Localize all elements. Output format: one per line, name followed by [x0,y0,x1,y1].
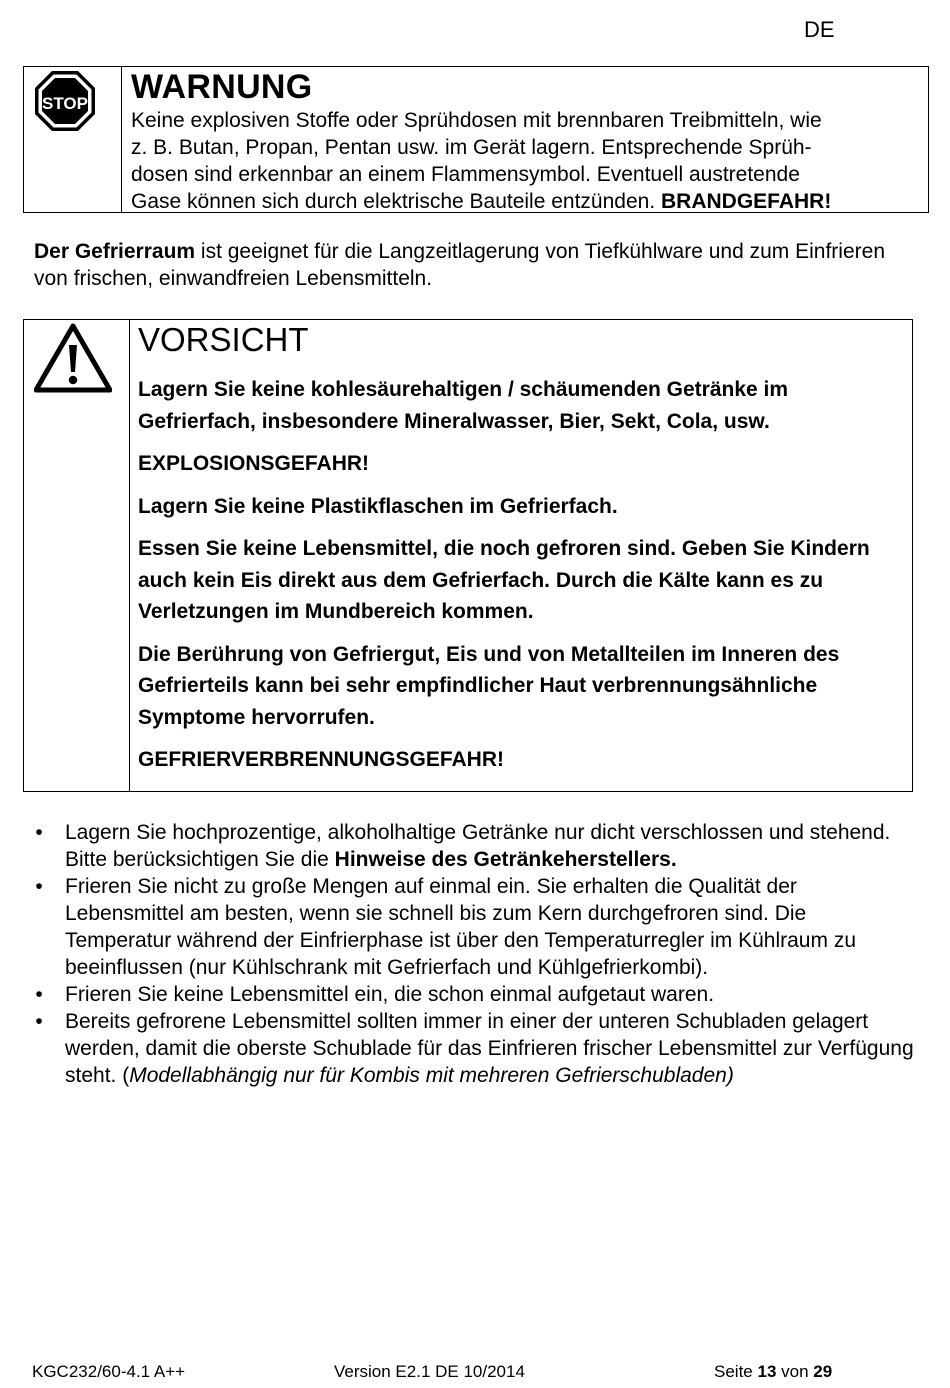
bullet-icon: • [35,1010,43,1033]
bullet-1-bold: Hinweise des Getränkeherstellers. [334,848,677,871]
caution-paragraph-1: Lagern Sie keine kohlesäurehaltigen / schäumenden Getränke im Gefrierfach, insbesondere Mineralwasser, Bier, Sekt, Cola, usw. [138,378,789,433]
footer-page-number [714,1362,832,1382]
warning-emphasis: BRANDGEFAHR! [661,190,832,213]
footer-page-current: 13 [757,1362,777,1381]
caution-paragraph-4: Essen Sie keine Lebensmittel, die noch gefroren sind. Geben Sie Kindern auch kein Eis direkt aus dem Gefrierfach. Durch die Kälte kann es zu Verletzungen im Mundbereich kommen. [138,537,870,623]
footer-page-prefix: Seite [714,1362,758,1381]
caution-content [138,320,902,776]
warning-line-3: dosen sind erkennbar an einem Flammensymbol. Eventuell austretende [131,163,800,186]
bullet-3-text: Frieren Sie keine Lebensmittel ein, die schon einmal aufgetaut waren. [65,983,715,1006]
footer-version: Version E2.1 DE 10/2014 [334,1362,525,1381]
warning-icon-cell [24,67,122,212]
caution-title: VORSICHT [138,321,309,358]
footer-model: KGC232/60-4.1 A++ [32,1362,186,1381]
caution-box [23,319,913,792]
caution-paragraph-2: EXPLOSIONSGEFAHR! [138,452,370,475]
warning-line-2: z. B. Butan, Propan, Pentan usw. im Gerät lagern. Entsprechende Sprüh- [131,136,812,159]
warning-content [131,67,918,215]
stop-sign-icon [33,69,97,133]
bullet-1-text: Lagern Sie hochprozentige, alkoholhaltige Getränke nur dicht verschlossen und stehend. Bitte berücksichtigen Sie die [65,821,891,871]
bullet-4-text: Bereits gefrorene Lebensmittel sollten immer in einer der unteren Schubladen gelagert werden, damit die oberste Schublade für das Einfrieren frischer Lebensmittel zur Verfügung steht. ( [65,1010,914,1087]
warning-title: WARNUNG [131,68,313,106]
bullet-icon: • [35,821,43,844]
warning-line-4 [131,188,918,215]
caution-paragraph-3: Lagern Sie keine Plastikflaschen im Gefrierfach. [138,494,618,518]
list-item [34,1008,914,1089]
warning-triangle-icon [34,323,112,393]
intro-text: ist geeignet für die Langzeitlagerung von Tiefkühlware und zum Einfrieren von frischen, einwandfreien Lebensmitteln. [34,240,885,290]
bullet-4-italic: Modellabhängig nur für Kombis mit mehreren Gefrierschubladen) [129,1064,734,1087]
warning-line-1: Keine explosiven Stoffe oder Sprühdosen mit brennbaren Treibmitteln, wie [131,109,822,132]
footer-page-mid: von [776,1362,814,1381]
caution-icon-cell [24,320,130,791]
footer-page-total: 29 [813,1362,833,1381]
caution-paragraph-5: Die Berührung von Gefriergut, Eis und von Metallteilen im Inneren des Gefrierteils kann bei sehr empfindlicher Haut verbrennungsähnliche Symptome hervorrufen. [138,642,840,729]
intro-bold-lead: Der Gefrierraum [34,240,196,263]
bullet-2-text: Frieren Sie nicht zu große Mengen auf einmal ein. Sie erhalten die Qualität der Lebensmittel am besten, wenn sie schnell bis zum Kern durchgefroren sind. Die Temperatur während der Einfrierphase ist über den Temperaturregler im Kühlraum zu beeinflussen (nur Kühlschrank mit Gefrierfach und Kühlgefrierkombi). [65,875,856,979]
intro-paragraph [34,238,914,292]
language-code: DE [804,17,835,42]
list-item [34,819,914,873]
warning-line-4-text: Gase können sich durch elektrische Bauteile entzünden. [131,190,656,213]
stop-sign-label: STOP [42,94,88,113]
caution-paragraph-6: GEFRIERVERBRENNUNGSGEFAHR! [138,748,504,771]
bullet-list [34,819,914,1089]
list-item [34,873,914,981]
bullet-icon: • [35,875,43,898]
list-item [34,981,914,1008]
warning-box [23,66,929,213]
bullet-icon: • [35,983,43,1006]
